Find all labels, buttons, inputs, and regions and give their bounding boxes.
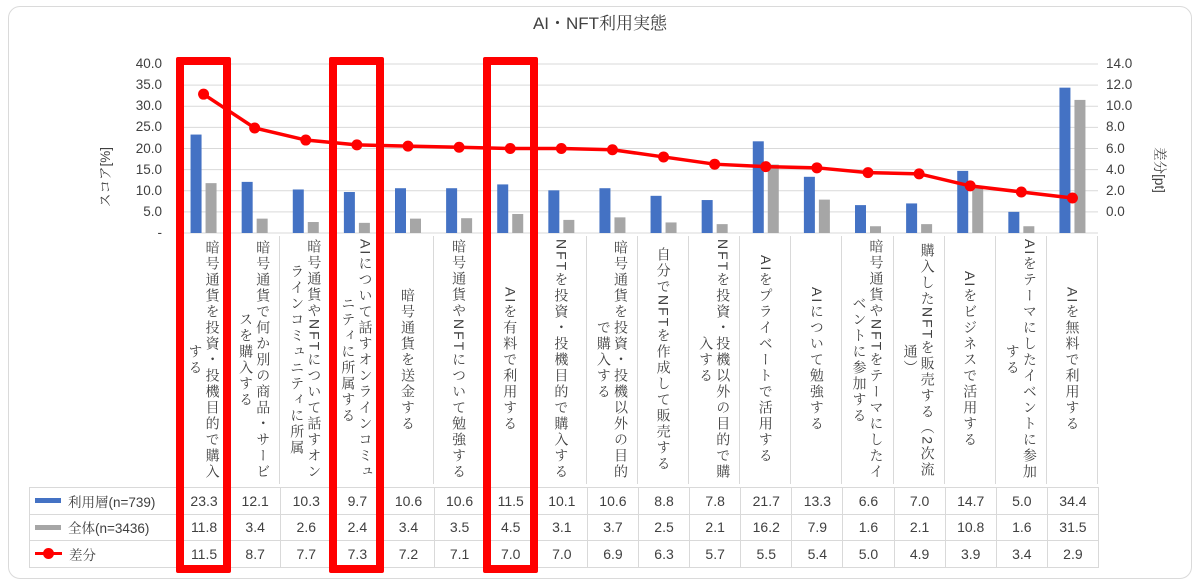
table-cell: 4.9: [895, 541, 946, 568]
total-bar: [461, 218, 472, 233]
table-row-header-usage: [30, 488, 179, 515]
table-cell: 10.6: [435, 488, 486, 515]
usage-bar: [293, 189, 304, 233]
category-label-text: 自分でNFTを作成して販売する: [655, 247, 672, 473]
y-axis-right-tick: 2.0: [1106, 182, 1125, 198]
y-axis-left-tick: 15.0: [135, 161, 162, 177]
table-cell: 31.5: [1048, 515, 1099, 542]
table-cell: 10.3: [281, 488, 332, 515]
table-cell: 3.7: [588, 515, 639, 542]
table-cell: 4.5: [486, 515, 537, 542]
table-cell: 21.7: [741, 488, 792, 515]
table-cell: 3.4: [997, 541, 1048, 568]
table-cell: 11.5: [486, 488, 537, 515]
diff-point: [965, 180, 976, 191]
table-cell: 34.4: [1048, 488, 1099, 515]
y-axis-right-tick: 14.0: [1106, 56, 1133, 71]
table-cell: 3.4: [383, 515, 434, 542]
table-cell: 7.9: [792, 515, 843, 542]
table-cell: 8.8: [639, 488, 690, 515]
total-bar: [768, 165, 779, 233]
table-cell: 7.8: [690, 488, 741, 515]
category-label: [536, 236, 587, 484]
table-cell: 11.5: [179, 541, 230, 568]
category-label: [791, 236, 842, 484]
total-bar: [410, 219, 421, 233]
category-label-text: 暗号通貨で何か別の商品・サービスを購入する: [238, 240, 272, 480]
table-cell: 12.1: [230, 488, 281, 515]
table-cell: 7.7: [281, 541, 332, 568]
category-axis: [178, 236, 1098, 484]
y-axis-left-tick: 40.0: [135, 56, 162, 71]
y-axis-left-tick: 20.0: [135, 140, 162, 156]
table-cell: 2.1: [895, 515, 946, 542]
category-label-text: AIを無料で利用する: [1064, 287, 1081, 433]
y-axis-right-tick: 8.0: [1106, 119, 1125, 135]
y-axis-right-tick: 12.0: [1106, 77, 1133, 93]
table-cell: 1.6: [997, 515, 1048, 542]
category-label-text: 暗号通貨を投資・投機目的で購入する: [187, 240, 221, 480]
diff-point: [914, 168, 925, 179]
table-cell: 9.7: [332, 488, 383, 515]
category-label: [382, 236, 433, 484]
table-cell: 5.7: [690, 541, 741, 568]
category-label-text: 暗号通貨を送金する: [400, 288, 417, 432]
table-cell: 2.6: [281, 515, 332, 542]
usage-bar: [906, 203, 917, 233]
table-cell: 23.3: [179, 488, 230, 515]
diff-point: [658, 151, 669, 162]
table-cell: 6.9: [588, 541, 639, 568]
legend-label: 差分: [69, 547, 96, 563]
table-cell: 5.0: [843, 541, 894, 568]
legend-diff-marker: [35, 548, 62, 559]
total-bar: [819, 200, 830, 233]
usage-bar: [599, 188, 610, 233]
category-label: [1047, 236, 1098, 484]
category-label: [945, 236, 996, 484]
total-bar: [257, 219, 268, 233]
total-bar: [1074, 100, 1085, 233]
diff-point: [300, 135, 311, 146]
legend-usage-swatch: [35, 498, 61, 503]
diff-point: [709, 159, 720, 170]
table-cell: 6.3: [639, 541, 690, 568]
table-cell: 3.4: [230, 515, 281, 542]
y-axis-right-tick: 0.0: [1106, 203, 1125, 219]
category-label-text: AIをプライベートで活用する: [757, 255, 774, 465]
legend-label: 全体(n=3436): [68, 521, 150, 537]
table-cell: 10.1: [537, 488, 588, 515]
table-cell: 7.1: [435, 541, 486, 568]
right-axis-title: 差分[pt]: [1152, 147, 1167, 193]
table-cell: 6.6: [843, 488, 894, 515]
category-label-text: NFTを投資・投機目的で購入する: [553, 239, 570, 481]
category-label-text: 暗号通貨やNFTをテーマにしたイベントに参加する: [851, 239, 885, 481]
usage-bar: [651, 196, 662, 233]
legend-total-swatch: [35, 525, 61, 530]
usage-bar: [242, 182, 253, 233]
usage-bar: [957, 171, 968, 233]
table-cell: 10.6: [588, 488, 639, 515]
table-row-header-diff: [30, 541, 179, 568]
table-cell: 7.0: [537, 541, 588, 568]
table-cell: 8.7: [230, 541, 281, 568]
category-label-text: AIについて勉強する: [808, 287, 825, 433]
table-cell: 5.4: [792, 541, 843, 568]
table-cell: 7.3: [332, 541, 383, 568]
diff-point: [556, 143, 567, 154]
y-axis-left-tick: 10.0: [135, 182, 162, 198]
table-cell: 2.9: [1048, 541, 1099, 568]
category-label-text: NFTを投資・投機以外の目的で購入する: [698, 239, 732, 481]
chart-title: AI・NFT利用実態: [532, 14, 668, 33]
y-axis-left-tick: 25.0: [135, 119, 162, 135]
category-label-text: AIについて話すオンラインコミュニティに所属する: [340, 239, 374, 481]
table-cell: 14.7: [946, 488, 997, 515]
y-axis-left-tick: 35.0: [135, 77, 162, 93]
category-label-text: 暗号通貨やNFTについて勉強する: [451, 239, 468, 481]
highlight-box: [483, 57, 538, 573]
category-label-text: 暗号通貨やNFTについて話すオンラインコミュニティに所属: [289, 239, 323, 481]
usage-bar: [804, 177, 815, 233]
diff-point: [454, 142, 465, 153]
y-axis-left-tick: -: [157, 225, 162, 240]
category-label: [229, 236, 280, 484]
table-cell: 7.2: [383, 541, 434, 568]
table-cell: 11.8: [179, 515, 230, 542]
category-label-text: 暗号通貨を投資・投機以外の目的で購入する: [595, 240, 629, 480]
category-label: [996, 236, 1047, 484]
left-axis-title: スコア[%]: [98, 146, 113, 208]
category-label-text: AIをビジネスで活用する: [962, 271, 979, 449]
total-bar: [972, 187, 983, 233]
y-axis-right-tick: 6.0: [1106, 140, 1125, 156]
total-bar: [1023, 226, 1034, 233]
usage-bar: [753, 141, 764, 233]
diff-point: [403, 141, 414, 152]
diff-point: [1016, 186, 1027, 197]
table-cell: 2.5: [639, 515, 690, 542]
table-cell: 5.5: [741, 541, 792, 568]
y-axis-right-tick: 4.0: [1106, 161, 1125, 177]
table-cell: 3.1: [537, 515, 588, 542]
total-bar: [870, 226, 881, 233]
highlight-box: [329, 57, 384, 573]
table-cell: 10.8: [946, 515, 997, 542]
usage-bar: [1059, 88, 1070, 233]
y-axis-right-tick: 10.0: [1106, 98, 1133, 114]
usage-bar: [395, 188, 406, 233]
total-bar: [717, 224, 728, 233]
total-bar: [614, 217, 625, 233]
diff-point: [249, 122, 260, 133]
diff-point: [607, 144, 618, 155]
table-cell: 3.5: [435, 515, 486, 542]
total-bar: [308, 222, 319, 233]
diff-point: [760, 161, 771, 172]
total-bar: [921, 224, 932, 233]
table-cell: 7.0: [486, 541, 537, 568]
category-label-text: AIを有料で利用する: [502, 287, 519, 433]
table-cell: 5.0: [997, 488, 1048, 515]
table-cell: 3.9: [946, 541, 997, 568]
usage-bar: [1008, 212, 1019, 233]
table-row-header-total: [30, 515, 179, 542]
category-label: [280, 236, 331, 484]
table-cell: 16.2: [741, 515, 792, 542]
category-label: [434, 236, 485, 484]
usage-bar: [702, 200, 713, 233]
highlight-box: [176, 57, 231, 573]
category-label: [842, 236, 893, 484]
category-label: [587, 236, 638, 484]
table-cell: 13.3: [792, 488, 843, 515]
table-cell: 7.0: [895, 488, 946, 515]
usage-bar: [446, 188, 457, 233]
total-bar: [563, 220, 574, 233]
category-label: [638, 236, 689, 484]
table-cell: 2.1: [690, 515, 741, 542]
y-axis-left-tick: 5.0: [143, 203, 162, 219]
total-bar: [666, 222, 677, 233]
legend-label: 利用層(n=739): [68, 494, 156, 510]
diff-point: [863, 167, 874, 178]
category-label: [740, 236, 791, 484]
category-label-text: 購入したNFTを販売する（2次流通）: [902, 242, 936, 478]
usage-bar: [548, 190, 559, 233]
diff-point: [811, 162, 822, 173]
table-cell: 1.6: [843, 515, 894, 542]
table-cell: 2.4: [332, 515, 383, 542]
category-label: [689, 236, 740, 484]
table-cell: 10.6: [383, 488, 434, 515]
category-label-text: AIをテーマにしたイベントに参加する: [1004, 239, 1038, 481]
usage-bar: [855, 205, 866, 233]
category-label: [894, 236, 945, 484]
y-axis-left-tick: 30.0: [135, 98, 162, 114]
diff-point: [1067, 192, 1078, 203]
